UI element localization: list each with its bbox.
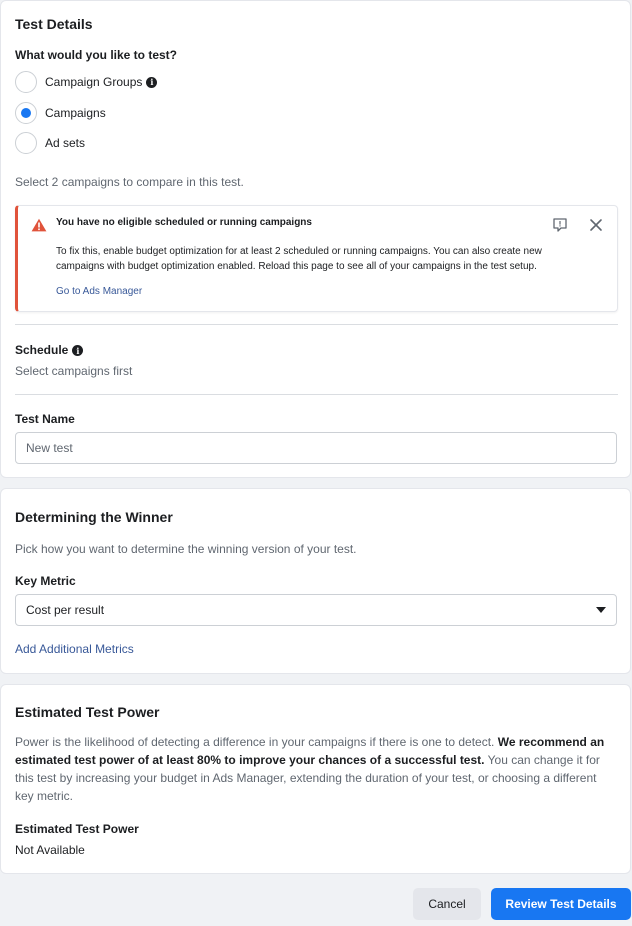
radio-label: Ad sets: [45, 136, 86, 150]
radio-campaigns[interactable]: [15, 101, 106, 125]
review-test-details-button[interactable]: Review Test Details: [491, 888, 631, 920]
divider: [15, 394, 618, 395]
cancel-button[interactable]: Cancel: [413, 888, 481, 920]
schedule-label: [15, 343, 83, 357]
key-metric-label: Key Metric: [15, 574, 76, 588]
power-desc-part1: Power is the likelihood of detecting a difference in your campaigns if there is one to detect.: [15, 735, 498, 749]
warning-icon: [31, 218, 47, 232]
radio-circle[interactable]: [15, 132, 37, 154]
estimated-test-power-card: [0, 684, 631, 874]
no-eligible-campaigns-alert: [15, 205, 618, 312]
radio-ad-sets[interactable]: [15, 131, 85, 155]
feedback-icon[interactable]: [552, 217, 568, 233]
info-icon[interactable]: i: [146, 77, 157, 88]
close-icon[interactable]: [589, 218, 603, 232]
power-value: Not Available: [15, 843, 85, 857]
radio-campaign-groups[interactable]: [15, 70, 157, 94]
add-additional-metrics-link[interactable]: Add Additional Metrics: [15, 642, 134, 656]
power-description: [15, 733, 617, 805]
power-title: Estimated Test Power: [15, 704, 160, 720]
test-question-label: What would you like to test?: [15, 48, 177, 62]
radio-circle-selected[interactable]: [15, 102, 37, 124]
determining-winner-card: [0, 488, 631, 674]
divider: [15, 324, 618, 325]
alert-title: You have no eligible scheduled or running campaigns: [56, 217, 312, 228]
test-name-label: Test Name: [15, 412, 75, 426]
caret-down-icon: [596, 607, 606, 613]
test-details-title: Test Details: [15, 16, 93, 32]
power-desc-recommendation: We recommend an estimated test power of at least 80% to improve your chances of a successful test.: [15, 735, 605, 767]
winner-title: Determining the Winner: [15, 509, 173, 525]
key-metric-value: Cost per result: [26, 603, 105, 617]
go-to-ads-manager-link[interactable]: Go to Ads Manager: [56, 286, 143, 297]
radio-label: Campaign Groups: [45, 75, 143, 89]
radio-circle[interactable]: [15, 71, 37, 93]
radio-label: Campaigns: [45, 106, 106, 120]
radio-selected-dot: [21, 108, 31, 118]
power-desc-part2: You can change it for this test by increasing your budget in Ads Manager, extending the duration of your test, or choosing a different key metric.: [15, 753, 600, 803]
power-label: Estimated Test Power: [15, 822, 139, 836]
winner-description: Pick how you want to determine the winning version of your test.: [15, 542, 357, 556]
alert-body: To fix this, enable budget optimization for at least 2 scheduled or running campaigns. You can also create new campaigns with budget optimization enabled. Reload this page to see all of your campaigns in the test setup.: [56, 246, 542, 272]
info-icon[interactable]: i: [72, 345, 83, 356]
key-metric-select[interactable]: [15, 594, 617, 626]
schedule-value: Select campaigns first: [15, 364, 133, 378]
select-campaigns-helper: Select 2 campaigns to compare in this test.: [15, 175, 244, 189]
test-name-input[interactable]: [15, 432, 617, 464]
schedule-label-text: Schedule: [15, 343, 69, 357]
